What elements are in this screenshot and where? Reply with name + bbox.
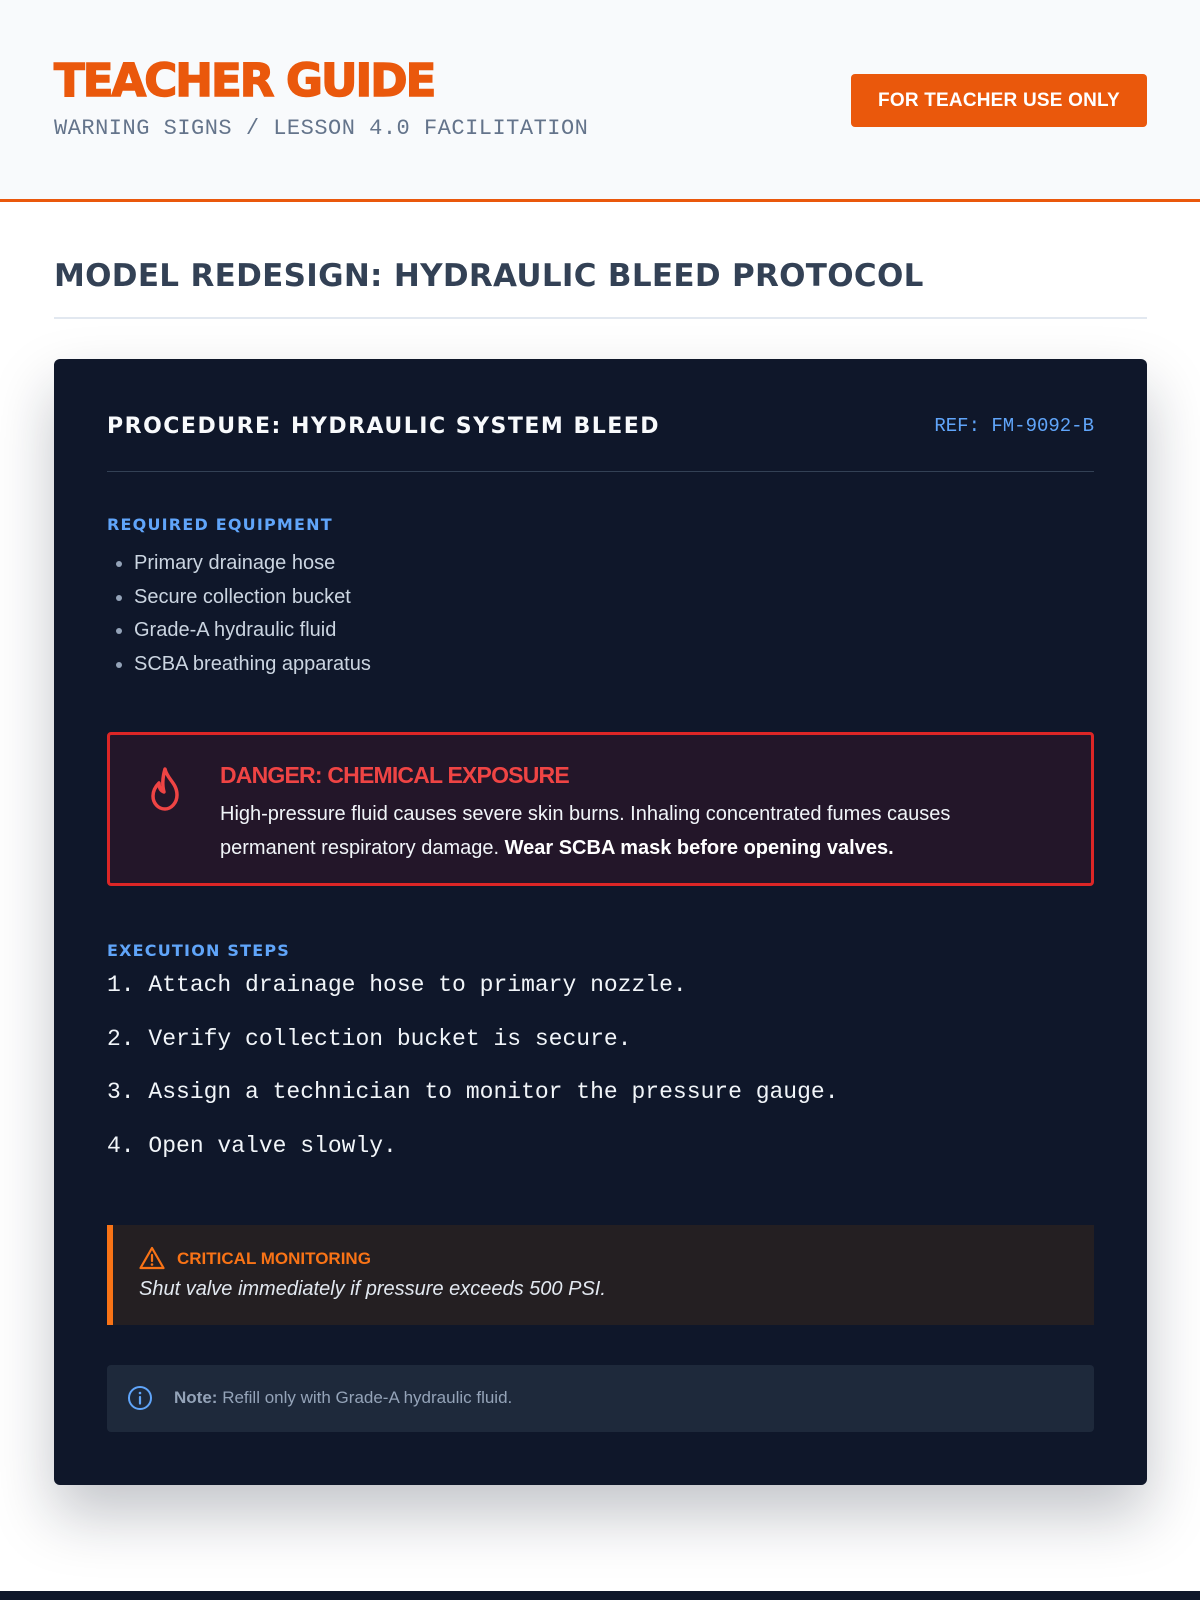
procedure-card: [54, 359, 1147, 1485]
list-item: • Secure collection bucket: [134, 583, 371, 617]
list-item: • Primary drainage hose: [134, 549, 371, 583]
danger-callout: [107, 732, 1094, 886]
danger-emphasis: Wear SCBA mask before opening valves.: [504, 837, 894, 859]
note-callout: [107, 1365, 1094, 1432]
critical-title: CRITICAL MONITORING: [177, 1249, 371, 1268]
danger-title: DANGER: CHEMICAL EXPOSURE: [220, 762, 569, 788]
danger-text: High-pressure fluid causes severe skin burns. Inhaling concentrated fumes causes permanent respiratory damage.: [220, 803, 951, 859]
page-header: [0, 0, 1200, 202]
footer-strip: [0, 1591, 1200, 1600]
info-icon: [127, 1385, 153, 1411]
flame-icon: [145, 765, 185, 813]
procedure-ref: REF: FM-9092-B: [934, 415, 1094, 437]
list-item: • Grade-A hydraulic fluid: [134, 616, 371, 650]
header-subtitle: WARNING SIGNS / LESSON 4.0 FACILITATION: [54, 116, 589, 141]
list-item: 2. Verify collection bucket is secure.: [107, 1025, 632, 1052]
list-item: • SCBA breathing apparatus: [134, 650, 371, 684]
critical-callout: [107, 1225, 1094, 1325]
steps-list: [107, 970, 839, 1184]
header-title: TEACHER GUIDE: [54, 54, 435, 107]
teacher-use-badge: FOR TEACHER USE ONLY: [851, 74, 1147, 127]
critical-body: Shut valve immediately if pressure exceeds 500 PSI.: [139, 1278, 606, 1300]
note-label: Note:: [174, 1388, 218, 1407]
list-item: 4. Open valve slowly.: [107, 1132, 397, 1159]
list-item: 3. Assign a technician to monitor the pressure gauge.: [107, 1079, 839, 1105]
procedure-title: PROCEDURE: HYDRAULIC SYSTEM BLEED: [107, 414, 661, 439]
section-divider: [54, 317, 1147, 319]
list-item: 1. Attach drainage hose to primary nozzle.: [107, 972, 687, 998]
warning-triangle-icon: [139, 1246, 165, 1270]
equipment-list: [134, 549, 371, 683]
note-text: [174, 1388, 512, 1408]
steps-label: EXECUTION STEPS: [107, 941, 290, 960]
procedure-divider: [107, 471, 1094, 472]
danger-body: [220, 797, 1050, 865]
note-body: Refill only with Grade-A hydraulic fluid.: [222, 1388, 513, 1407]
equipment-label: REQUIRED EQUIPMENT: [107, 515, 333, 534]
section-title: MODEL REDESIGN: HYDRAULIC BLEED PROTOCOL: [54, 258, 924, 294]
